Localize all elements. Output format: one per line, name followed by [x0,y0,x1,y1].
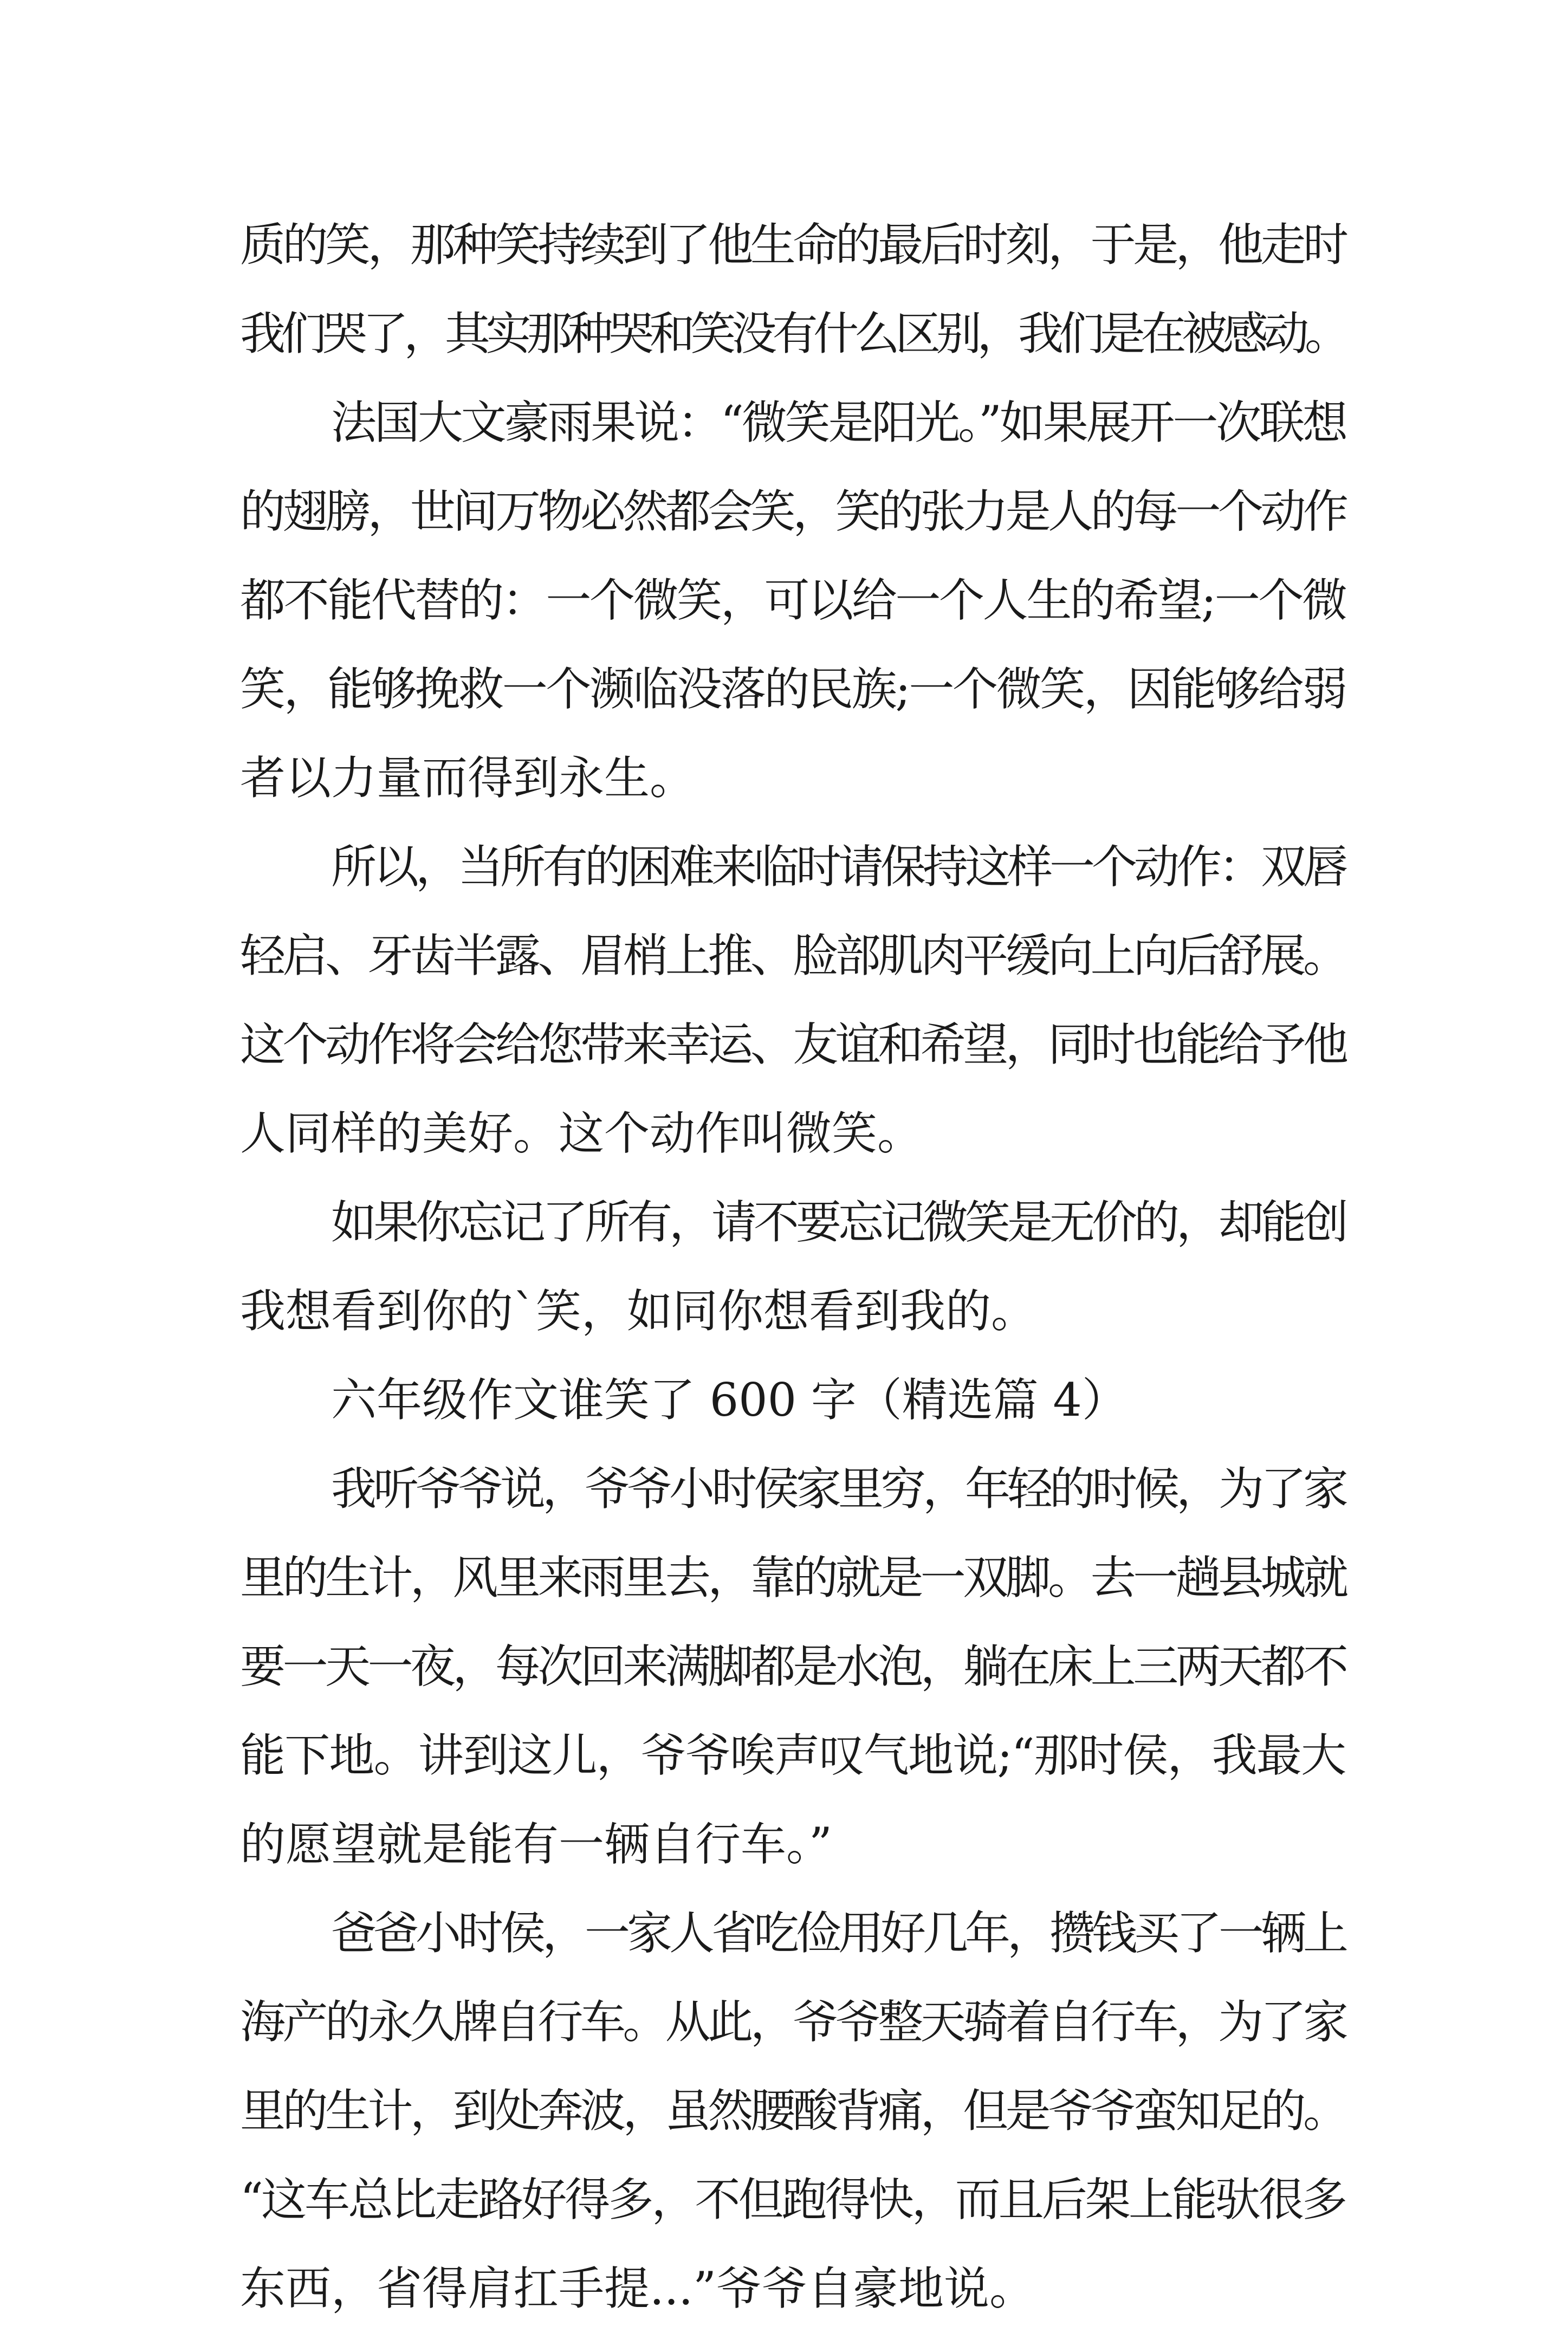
paragraph-line: 这个动作将会给您带来幸运、友谊和希望，同时也能给予他 [240,1018,1345,1071]
paragraph-line: 的翅膀，世间万物必然都会笑，笑的张力是人的每一个动作 [240,485,1345,538]
paragraph-line: 里的生计，到处奔波，虽然腰酸背痛，但是爷爷蛮知足的。 [240,2084,1345,2137]
paragraph-first-line: 法国大文豪雨果说：“微笑是阳光。”如果展开一次联想 [331,396,1345,449]
paragraph-line: 质的笑，那种笑持续到了他生命的最后时刻，于是，他走时 [240,218,1345,271]
paragraph-line: 要一天一夜，每次回来满脚都是水泡，躺在床上三两天都不 [240,1640,1345,1693]
paragraph-first-line: 所以，当所有的困难来临时请保持这样一个动作：双唇 [331,840,1346,893]
paragraph-line: 都不能代替的：一个微笑，可以给一个人生的希望;一个微 [240,574,1345,627]
paragraph-line: “这车总比走路好得多，不但跑得快，而且后架上能驮很多 [240,2173,1345,2226]
paragraph-line: 者以力量而得到永生。 [240,751,696,805]
paragraph-line: 海产的永久牌自行车。从此，爷爷整天骑着自行车，为了家 [240,1995,1345,2049]
paragraph-line: 里的生计，风里来雨里去，靠的就是一双脚。去一趟县城就 [240,1551,1345,1604]
paragraph-line: 的愿望就是能有一辆自行车。” [240,1818,832,1871]
paragraph-first-line: 如果你忘记了所有，请不要忘记微笑是无价的，却能创 [331,1196,1346,1249]
paragraph-line: 轻启、牙齿半露、眉梢上推、脸部肌肉平缓向上向后舒展。 [240,929,1345,982]
paragraph-line: 我们哭了，其实那种哭和笑没有什么区别，我们是在被感动。 [240,307,1345,360]
paragraph-first-line: 六年级作文谁笑了 600 字（精选篇 4） [331,1373,1128,1427]
paragraph-first-line: 我听爷爷说，爷爷小时侯家里穷，年轻的时候，为了家 [331,1462,1346,1515]
paragraph-line: 东西，省得肩扛手提...”爷爷自豪地说。 [240,2262,1035,2315]
paragraph-first-line: 爸爸小时侯，一家人省吃俭用好几年，攒钱买了一辆上 [331,1907,1346,1960]
paragraph-line: 人同样的美好。这个动作叫微笑。 [240,1107,923,1160]
paragraph-line: 能下地。讲到这儿，爷爷唉声叹气地说;“那时侯，我最大 [240,1729,1345,1782]
paragraph-line: 笑，能够挽救一个濒临没落的民族;一个微笑，因能够给弱 [240,663,1345,716]
document-body [240,200,1345,2333]
paragraph-line: 我想看到你的`笑，如同你想看到我的。 [240,1285,1037,1338]
